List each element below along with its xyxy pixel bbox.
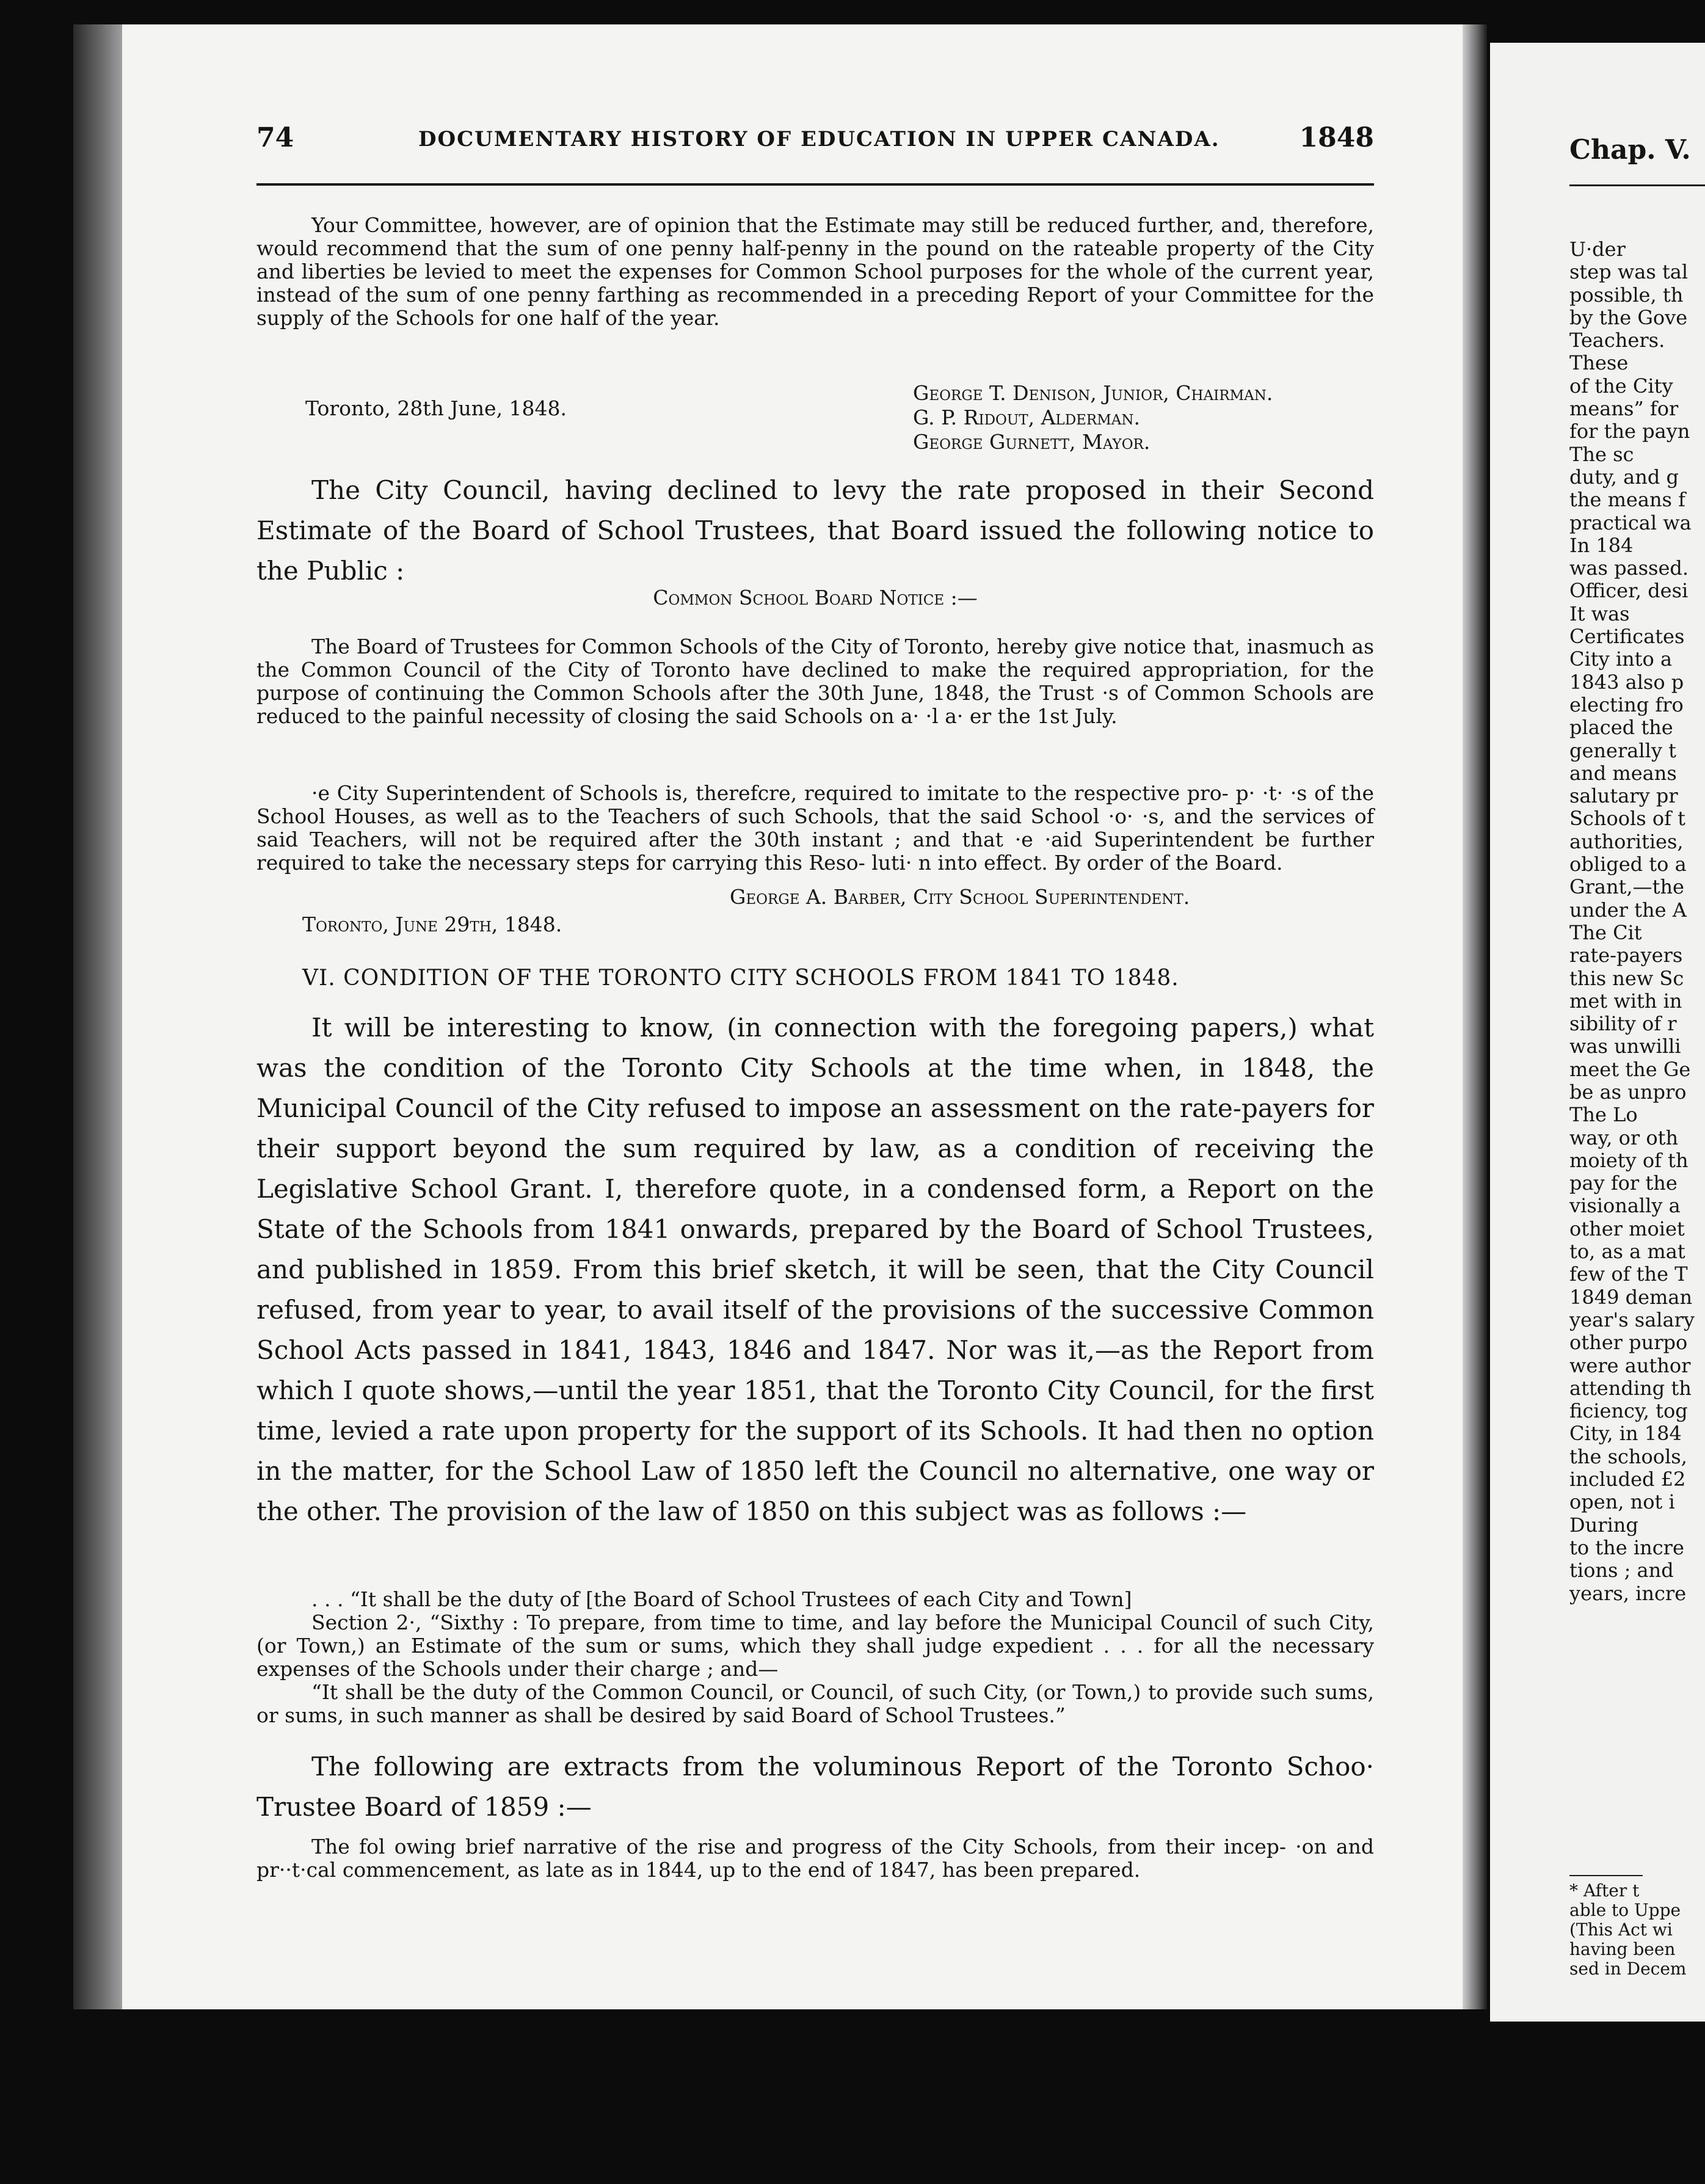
- right-page-line: be as unpro: [1569, 1080, 1687, 1104]
- right-page-line: City, in 184: [1569, 1422, 1682, 1446]
- right-page-line: 1849 deman: [1569, 1285, 1693, 1309]
- signature-line-1: George T. Denison, Junior, Chairman.: [913, 381, 1273, 405]
- quote-provision: “It shall be the duty of the Common Council, or Council, of such City, (or Town,) to provide such sums, or sums, in such manner as shall be desired by said Board of School Trustees.”: [256, 1680, 1374, 1727]
- right-page-line: and means: [1569, 761, 1677, 785]
- right-page-line: During: [1569, 1513, 1638, 1537]
- right-page-line: step was tal: [1569, 260, 1689, 284]
- right-page-line: practical wa: [1569, 511, 1692, 534]
- right-page-line: of the City: [1569, 374, 1673, 398]
- right-page-line: The Lo: [1569, 1103, 1638, 1127]
- right-page-line: Certificates: [1569, 625, 1685, 649]
- right-page-line: to the incre: [1569, 1535, 1684, 1559]
- right-page-line: These: [1569, 351, 1629, 375]
- signature-line-3: George Gurnett, Mayor.: [913, 430, 1151, 454]
- right-page-footnote-line: * After t: [1569, 1880, 1640, 1901]
- right-page-text: [1569, 238, 1705, 1605]
- extracts-text: The following are extracts from the voluminous Report of the Toronto Schoo· Trustee Board of 1859 :—: [256, 1752, 1374, 1822]
- right-page-line: way, or oth: [1569, 1126, 1679, 1149]
- place-date-2: Toronto, June 29th, 1848.: [302, 912, 562, 936]
- right-page-line: It was: [1569, 602, 1630, 625]
- right-page-line: means” for: [1569, 397, 1679, 421]
- right-page-line: open, not i: [1569, 1490, 1675, 1514]
- right-page-line: other purpo: [1569, 1331, 1688, 1355]
- right-page-footnote-rule: [1569, 1875, 1643, 1876]
- right-page-line: Grant,—the: [1569, 875, 1684, 899]
- right-page-line: Schools of t: [1569, 807, 1685, 831]
- right-page-line: attending th: [1569, 1376, 1692, 1400]
- running-header: [256, 122, 1374, 165]
- right-page-footnote-line: able to Uppe: [1569, 1900, 1681, 1920]
- right-page-line: obliged to a: [1569, 853, 1687, 876]
- notice-paragraph-2: [256, 782, 1374, 875]
- right-page-title: Chap. V.: [1569, 134, 1691, 166]
- right-page-line: moiety of th: [1569, 1148, 1689, 1172]
- right-page-line: duty, and g: [1569, 465, 1679, 489]
- header-rule: [256, 183, 1374, 186]
- right-page-rule: [1569, 184, 1705, 186]
- signature-line-2: G. P. Ridout, Alderman.: [913, 406, 1141, 429]
- council-paragraph: [256, 470, 1374, 591]
- right-page-line: to, as a mat: [1569, 1240, 1685, 1264]
- right-page-line: ficiency, tog: [1569, 1399, 1688, 1423]
- right-page-line: by the Gove: [1569, 305, 1688, 329]
- right-page-line: the means f: [1569, 488, 1685, 512]
- right-page-line: Officer, desi: [1569, 579, 1689, 603]
- right-page-line: electing fro: [1569, 693, 1684, 716]
- notice-heading: Common School Board Notice :—: [653, 586, 978, 610]
- right-page-line: salutary pr: [1569, 784, 1678, 808]
- right-page-line: included £2: [1569, 1468, 1686, 1491]
- right-page-line: under the A: [1569, 898, 1687, 922]
- section-heading: VI. CONDITION OF THE TORONTO CITY SCHOOLS FROM 1841 TO 1848.: [302, 966, 1179, 991]
- right-page-line: 1843 also p: [1569, 670, 1684, 694]
- right-page-line: years, incre: [1569, 1581, 1687, 1605]
- right-page-line: meet the Ge: [1569, 1057, 1691, 1081]
- right-page-line: pay for the: [1569, 1171, 1678, 1195]
- right-page-line: U·der: [1569, 238, 1626, 261]
- right-page-line: tions ; and: [1569, 1559, 1674, 1582]
- right-page-footnote-line: having been: [1569, 1939, 1676, 1959]
- law-quote: [256, 1588, 1374, 1727]
- right-page-line: visionally a: [1569, 1194, 1681, 1218]
- committee-text: Your Committee, however, are of opinion that the Estimate may still be reduced further, and, therefore, would recommend that the sum of one penny half-penny in the pound on the rateable property of the City and liberties be levied to meet the expenses for Common School purposes for the whole of the current year, instead of the sum of one penny farthing as recommended in a preceding Report of your Committee for the supply of the Schools for one half of the year.: [256, 213, 1374, 330]
- right-page-line: met with in: [1569, 989, 1682, 1013]
- header-year: 1848: [1299, 122, 1374, 153]
- right-page-line: authorities,: [1569, 829, 1684, 853]
- page-number: 74: [256, 122, 294, 153]
- right-page-footnote: [1569, 1881, 1705, 1979]
- right-page-line: In 184: [1569, 533, 1634, 557]
- main-text: It will be interesting to know, (in connection with the foregoing papers,) what was the condition of the Toronto City Schools at the time when, in 1848, the Municipal Council of the City refused to impose an assessment on the rate-payers for their support beyond the sum required by law, as a condition of receiving the Legislative School Grant. I, therefore quote, in a condensed form, a Report on the State of the Schools from 1841 onwards, prepared by the Board of School Trustees, and published in 1859. From this brief sketch, it will be seen, that the City Council refused, from year to year, to avail itself of the provisions of the successive Common School Acts passed in 1841, 1843, 1846 and 1847. Nor was it,—as the Report from which I quote shows,—until the year 1851, that the Toronto City Council, for the first time, levied a rate upon property for the support of its Schools. It had then no option in the matter, for the School Law of 1850 left the Council no alternative, one way or the other. The provision of the law of 1850 on this subject was as follows :—: [256, 1013, 1374, 1526]
- right-page-line: sibility of r: [1569, 1012, 1677, 1036]
- committee-paragraph: [256, 214, 1374, 330]
- right-page-line: generally t: [1569, 738, 1676, 762]
- right-page-line: was passed.: [1569, 556, 1689, 580]
- council-text: The City Council, having declined to levy the rate proposed in their Second Estimate of the Board of School Trustees, that Board issued the following notice to the Public :: [256, 475, 1374, 586]
- right-page-line: was unwilli: [1569, 1035, 1681, 1058]
- right-page-line: year's salary: [1569, 1308, 1695, 1331]
- main-paragraph: [256, 1008, 1374, 1532]
- right-page-line: placed the: [1569, 716, 1673, 740]
- running-title: DOCUMENTARY HISTORY OF EDUCATION IN UPPER CANADA.: [418, 127, 1220, 151]
- right-page-line: possible, th: [1569, 283, 1684, 307]
- final-text: The fol owing brief narrative of the rise and progress of the City Schools, from their incep- ·on and pr··t·cal commencement, as late as in 1844, up to the end of 1847, has been prepared.: [256, 1835, 1374, 1882]
- right-page: [1490, 43, 1705, 2022]
- right-page-line: The Cit: [1569, 920, 1642, 944]
- right-page-line: the schools,: [1569, 1444, 1687, 1468]
- right-page-line: rate-payers: [1569, 944, 1683, 967]
- right-page-line: The sc: [1569, 442, 1634, 466]
- signature-superintendent: George A. Barber, City School Superintendent.: [730, 885, 1190, 909]
- notice-text-2: ·e City Superintendent of Schools is, therefcre, required to imitate to the respective pro- p· ·t· ·s of the School Houses, as well as to the Teachers of such Schools, that the said School ·o· ·s, and the services of said Teachers, will not be required after the 30th instant ; and that ·e ·aid Superintendent be further required to take the necessary steps for carrying this Reso- luti· n into effect. By order of the Board.: [256, 781, 1374, 875]
- right-page-line: Teachers.: [1569, 329, 1665, 352]
- right-page-line: were author: [1569, 1353, 1691, 1377]
- final-paragraph: [256, 1835, 1374, 1882]
- right-page-line: few of the T: [1569, 1262, 1688, 1286]
- notice-text-1: The Board of Trustees for Common Schools of the City of Toronto, hereby give notice that, inasmuch as the Common Council of the City of Toronto have declined to make the required appropriation, for the purpose of continuing the Common Schools after the 30th June, 1848, the Trust ·s of Common Schools are reduced to the painful necessity of closing the said Schools on a· ·l a· er the 1st July.: [256, 635, 1374, 728]
- quote-section: Section 2·, “Sixthy : To prepare, from time to time, and lay before the Municipal Council of such City, (or Town,) an Estimate of the sum or sums, which they shall judge expedient . . . for all the necessary expenses of the Schools under their charge ; and—: [256, 1611, 1374, 1681]
- right-page-line: other moiet: [1569, 1217, 1685, 1240]
- right-page-line: this new Sc: [1569, 966, 1684, 990]
- place-date-1: Toronto, 28th June, 1848.: [305, 396, 567, 420]
- notice-paragraph-1: [256, 635, 1374, 728]
- right-page-footnote-line: sed in Decem: [1569, 1959, 1687, 1979]
- right-page-footnote-line: (This Act wi: [1569, 1920, 1673, 1940]
- right-page-line: City into a: [1569, 647, 1673, 671]
- extracts-paragraph: [256, 1747, 1374, 1827]
- right-page-line: for the payn: [1569, 420, 1690, 443]
- quote-line-1: . . . “It shall be the duty of [the Board of School Trustees of each City and Town]: [311, 1587, 1132, 1611]
- book-gutter: [1463, 24, 1487, 2009]
